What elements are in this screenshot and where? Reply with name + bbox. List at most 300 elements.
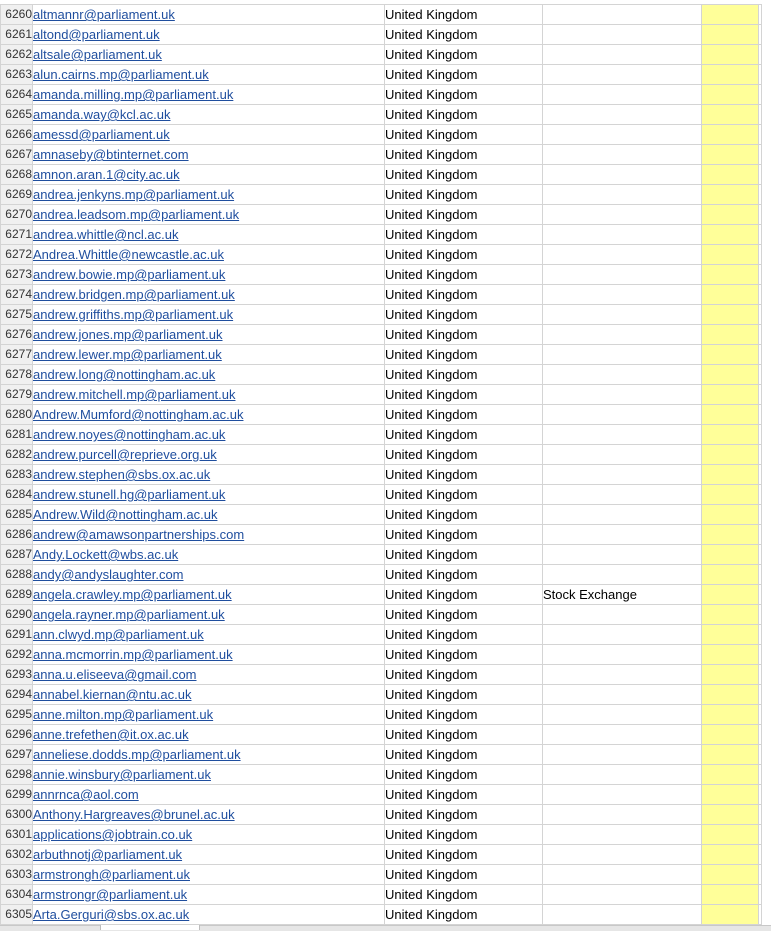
- highlight-cell[interactable]: [702, 405, 759, 425]
- email-link[interactable]: andrea.whittle@ncl.ac.uk: [33, 227, 179, 242]
- highlight-cell[interactable]: [702, 625, 759, 645]
- row-header[interactable]: 6290: [1, 605, 33, 625]
- row-header[interactable]: 6295: [1, 705, 33, 725]
- row-header[interactable]: 6263: [1, 65, 33, 85]
- country-cell[interactable]: United Kingdom: [385, 85, 543, 105]
- email-cell[interactable]: [33, 5, 385, 25]
- row-header[interactable]: 6280: [1, 405, 33, 425]
- email-cell[interactable]: [33, 165, 385, 185]
- email-cell[interactable]: [33, 885, 385, 905]
- empty-cell[interactable]: [759, 645, 762, 665]
- country-cell[interactable]: United Kingdom: [385, 445, 543, 465]
- highlight-cell[interactable]: [702, 5, 759, 25]
- highlight-cell[interactable]: [702, 525, 759, 545]
- country-cell[interactable]: United Kingdom: [385, 5, 543, 25]
- email-link[interactable]: amessd@parliament.uk: [33, 127, 170, 142]
- note-cell[interactable]: [543, 785, 702, 805]
- highlight-cell[interactable]: [702, 725, 759, 745]
- note-cell[interactable]: [543, 105, 702, 125]
- country-cell[interactable]: United Kingdom: [385, 105, 543, 125]
- country-cell[interactable]: United Kingdom: [385, 525, 543, 545]
- note-cell[interactable]: [543, 485, 702, 505]
- country-cell[interactable]: United Kingdom: [385, 725, 543, 745]
- row-header[interactable]: 6267: [1, 145, 33, 165]
- country-cell[interactable]: United Kingdom: [385, 645, 543, 665]
- email-cell[interactable]: [33, 685, 385, 705]
- email-link[interactable]: amanda.way@kcl.ac.uk: [33, 107, 171, 122]
- highlight-cell[interactable]: [702, 565, 759, 585]
- country-cell[interactable]: United Kingdom: [385, 365, 543, 385]
- country-cell[interactable]: United Kingdom: [385, 805, 543, 825]
- email-cell[interactable]: [33, 545, 385, 565]
- note-cell[interactable]: [543, 65, 702, 85]
- email-link[interactable]: andrew.stunell.hg@parliament.uk: [33, 487, 226, 502]
- row-header[interactable]: 6284: [1, 485, 33, 505]
- row-header[interactable]: 6279: [1, 385, 33, 405]
- row-header[interactable]: 6287: [1, 545, 33, 565]
- row-header[interactable]: 6275: [1, 305, 33, 325]
- email-cell[interactable]: [33, 765, 385, 785]
- highlight-cell[interactable]: [702, 505, 759, 525]
- row-header[interactable]: 6298: [1, 765, 33, 785]
- row-header[interactable]: 6293: [1, 665, 33, 685]
- email-link[interactable]: andrew.noyes@nottingham.ac.uk: [33, 427, 226, 442]
- empty-cell[interactable]: [759, 625, 762, 645]
- row-header[interactable]: 6291: [1, 625, 33, 645]
- note-cell[interactable]: [543, 825, 702, 845]
- row-header[interactable]: 6265: [1, 105, 33, 125]
- row-header[interactable]: 6276: [1, 325, 33, 345]
- highlight-cell[interactable]: [702, 825, 759, 845]
- row-header[interactable]: 6304: [1, 885, 33, 905]
- note-cell[interactable]: [543, 85, 702, 105]
- note-cell[interactable]: [543, 125, 702, 145]
- email-link[interactable]: annrnca@aol.com: [33, 787, 139, 802]
- row-header[interactable]: 6300: [1, 805, 33, 825]
- empty-cell[interactable]: [759, 205, 762, 225]
- email-link[interactable]: angela.rayner.mp@parliament.uk: [33, 607, 225, 622]
- email-link[interactable]: ann.clwyd.mp@parliament.uk: [33, 627, 204, 642]
- email-link[interactable]: andrew@amawsonpartnerships.com: [33, 527, 245, 542]
- empty-cell[interactable]: [759, 385, 762, 405]
- row-header[interactable]: 6301: [1, 825, 33, 845]
- highlight-cell[interactable]: [702, 185, 759, 205]
- country-cell[interactable]: United Kingdom: [385, 865, 543, 885]
- highlight-cell[interactable]: [702, 145, 759, 165]
- empty-cell[interactable]: [759, 125, 762, 145]
- note-cell[interactable]: [543, 185, 702, 205]
- note-cell[interactable]: [543, 265, 702, 285]
- empty-cell[interactable]: [759, 5, 762, 25]
- row-header[interactable]: 6283: [1, 465, 33, 485]
- row-header[interactable]: 6282: [1, 445, 33, 465]
- email-cell[interactable]: [33, 145, 385, 165]
- empty-cell[interactable]: [759, 305, 762, 325]
- email-link[interactable]: Andrew.Wild@nottingham.ac.uk: [33, 507, 218, 522]
- email-cell[interactable]: [33, 645, 385, 665]
- country-cell[interactable]: United Kingdom: [385, 225, 543, 245]
- country-cell[interactable]: United Kingdom: [385, 125, 543, 145]
- country-cell[interactable]: United Kingdom: [385, 425, 543, 445]
- email-cell[interactable]: [33, 725, 385, 745]
- email-cell[interactable]: [33, 845, 385, 865]
- email-link[interactable]: andrew.stephen@sbs.ox.ac.uk: [33, 467, 211, 482]
- empty-cell[interactable]: [759, 685, 762, 705]
- note-cell[interactable]: [543, 505, 702, 525]
- highlight-cell[interactable]: [702, 785, 759, 805]
- note-cell[interactable]: [543, 745, 702, 765]
- email-link[interactable]: applications@jobtrain.co.uk: [33, 827, 193, 842]
- country-cell[interactable]: United Kingdom: [385, 625, 543, 645]
- highlight-cell[interactable]: [702, 25, 759, 45]
- row-header[interactable]: 6292: [1, 645, 33, 665]
- email-link[interactable]: anna.mcmorrin.mp@parliament.uk: [33, 647, 233, 662]
- empty-cell[interactable]: [759, 85, 762, 105]
- email-cell[interactable]: [33, 805, 385, 825]
- note-cell[interactable]: [543, 465, 702, 485]
- email-link[interactable]: Arta.Gerguri@sbs.ox.ac.uk: [33, 907, 190, 922]
- row-header[interactable]: 6269: [1, 185, 33, 205]
- highlight-cell[interactable]: [702, 745, 759, 765]
- country-cell[interactable]: United Kingdom: [385, 25, 543, 45]
- highlight-cell[interactable]: [702, 645, 759, 665]
- email-link[interactable]: altmannr@parliament.uk: [33, 7, 175, 22]
- country-cell[interactable]: United Kingdom: [385, 565, 543, 585]
- empty-cell[interactable]: [759, 345, 762, 365]
- highlight-cell[interactable]: [702, 245, 759, 265]
- highlight-cell[interactable]: [702, 885, 759, 905]
- empty-cell[interactable]: [759, 605, 762, 625]
- highlight-cell[interactable]: [702, 205, 759, 225]
- email-cell[interactable]: [33, 865, 385, 885]
- email-link[interactable]: altsale@parliament.uk: [33, 47, 162, 62]
- highlight-cell[interactable]: [702, 425, 759, 445]
- row-header[interactable]: 6285: [1, 505, 33, 525]
- note-cell[interactable]: [543, 605, 702, 625]
- row-header[interactable]: 6274: [1, 285, 33, 305]
- email-cell[interactable]: [33, 285, 385, 305]
- row-header[interactable]: 6305: [1, 905, 33, 925]
- highlight-cell[interactable]: [702, 765, 759, 785]
- email-cell[interactable]: [33, 665, 385, 685]
- email-link[interactable]: Andrea.Whittle@newcastle.ac.uk: [33, 247, 224, 262]
- row-header[interactable]: 6268: [1, 165, 33, 185]
- row-header[interactable]: 6281: [1, 425, 33, 445]
- row-header[interactable]: 6278: [1, 365, 33, 385]
- email-link[interactable]: annabel.kiernan@ntu.ac.uk: [33, 687, 192, 702]
- note-cell[interactable]: [543, 385, 702, 405]
- empty-cell[interactable]: [759, 745, 762, 765]
- highlight-cell[interactable]: [702, 445, 759, 465]
- row-header[interactable]: 6299: [1, 785, 33, 805]
- highlight-cell[interactable]: [702, 685, 759, 705]
- highlight-cell[interactable]: [702, 385, 759, 405]
- empty-cell[interactable]: [759, 585, 762, 605]
- empty-cell[interactable]: [759, 765, 762, 785]
- note-cell[interactable]: [543, 665, 702, 685]
- highlight-cell[interactable]: [702, 325, 759, 345]
- highlight-cell[interactable]: [702, 45, 759, 65]
- email-link[interactable]: andrew.purcell@reprieve.org.uk: [33, 447, 217, 462]
- email-link[interactable]: andrew.long@nottingham.ac.uk: [33, 367, 216, 382]
- row-header[interactable]: 6294: [1, 685, 33, 705]
- email-cell[interactable]: [33, 365, 385, 385]
- highlight-cell[interactable]: [702, 65, 759, 85]
- note-cell[interactable]: [543, 905, 702, 925]
- note-cell[interactable]: [543, 145, 702, 165]
- highlight-cell[interactable]: [702, 125, 759, 145]
- highlight-cell[interactable]: [702, 845, 759, 865]
- country-cell[interactable]: United Kingdom: [385, 705, 543, 725]
- email-link[interactable]: andrew.lewer.mp@parliament.uk: [33, 347, 222, 362]
- empty-cell[interactable]: [759, 865, 762, 885]
- highlight-cell[interactable]: [702, 805, 759, 825]
- empty-cell[interactable]: [759, 365, 762, 385]
- highlight-cell[interactable]: [702, 345, 759, 365]
- note-cell[interactable]: [543, 245, 702, 265]
- note-cell[interactable]: [543, 285, 702, 305]
- email-cell[interactable]: [33, 705, 385, 725]
- email-link[interactable]: anne.trefethen@it.ox.ac.uk: [33, 727, 189, 742]
- highlight-cell[interactable]: [702, 265, 759, 285]
- email-cell[interactable]: [33, 425, 385, 445]
- note-cell[interactable]: [543, 545, 702, 565]
- email-cell[interactable]: [33, 905, 385, 925]
- email-cell[interactable]: [33, 465, 385, 485]
- row-header[interactable]: 6262: [1, 45, 33, 65]
- empty-cell[interactable]: [759, 905, 762, 925]
- email-link[interactable]: andrew.mitchell.mp@parliament.uk: [33, 387, 236, 402]
- email-link[interactable]: andrea.leadsom.mp@parliament.uk: [33, 207, 240, 222]
- email-cell[interactable]: [33, 345, 385, 365]
- row-header[interactable]: 6273: [1, 265, 33, 285]
- email-link[interactable]: alun.cairns.mp@parliament.uk: [33, 67, 209, 82]
- empty-cell[interactable]: [759, 505, 762, 525]
- highlight-cell[interactable]: [702, 465, 759, 485]
- country-cell[interactable]: United Kingdom: [385, 845, 543, 865]
- email-link[interactable]: anne.milton.mp@parliament.uk: [33, 707, 214, 722]
- country-cell[interactable]: United Kingdom: [385, 825, 543, 845]
- country-cell[interactable]: United Kingdom: [385, 285, 543, 305]
- highlight-cell[interactable]: [702, 305, 759, 325]
- empty-cell[interactable]: [759, 465, 762, 485]
- email-cell[interactable]: [33, 445, 385, 465]
- note-cell[interactable]: [543, 25, 702, 45]
- email-cell[interactable]: [33, 25, 385, 45]
- empty-cell[interactable]: [759, 485, 762, 505]
- email-link[interactable]: Andrew.Mumford@nottingham.ac.uk: [33, 407, 244, 422]
- note-cell[interactable]: [543, 165, 702, 185]
- empty-cell[interactable]: [759, 325, 762, 345]
- row-header[interactable]: 6286: [1, 525, 33, 545]
- note-cell[interactable]: [543, 685, 702, 705]
- country-cell[interactable]: United Kingdom: [385, 785, 543, 805]
- email-link[interactable]: andrew.griffiths.mp@parliament.uk: [33, 307, 234, 322]
- email-link[interactable]: andrew.bridgen.mp@parliament.uk: [33, 287, 235, 302]
- email-link[interactable]: annie.winsbury@parliament.uk: [33, 767, 211, 782]
- empty-cell[interactable]: [759, 805, 762, 825]
- email-cell[interactable]: [33, 325, 385, 345]
- country-cell[interactable]: United Kingdom: [385, 305, 543, 325]
- email-cell[interactable]: [33, 505, 385, 525]
- country-cell[interactable]: United Kingdom: [385, 485, 543, 505]
- note-cell[interactable]: [543, 325, 702, 345]
- highlight-cell[interactable]: [702, 605, 759, 625]
- country-cell[interactable]: United Kingdom: [385, 145, 543, 165]
- note-cell[interactable]: [543, 305, 702, 325]
- note-cell[interactable]: [543, 445, 702, 465]
- note-cell[interactable]: [543, 725, 702, 745]
- sheet-tab[interactable]: [100, 925, 200, 930]
- empty-cell[interactable]: [759, 825, 762, 845]
- email-cell[interactable]: [33, 585, 385, 605]
- country-cell[interactable]: United Kingdom: [385, 325, 543, 345]
- note-cell[interactable]: [543, 565, 702, 585]
- empty-cell[interactable]: [759, 185, 762, 205]
- email-cell[interactable]: [33, 45, 385, 65]
- empty-cell[interactable]: [759, 245, 762, 265]
- country-cell[interactable]: United Kingdom: [385, 505, 543, 525]
- country-cell[interactable]: United Kingdom: [385, 165, 543, 185]
- email-cell[interactable]: [33, 305, 385, 325]
- note-cell[interactable]: [543, 205, 702, 225]
- country-cell[interactable]: United Kingdom: [385, 685, 543, 705]
- row-header[interactable]: 6261: [1, 25, 33, 45]
- empty-cell[interactable]: [759, 145, 762, 165]
- row-header[interactable]: 6302: [1, 845, 33, 865]
- email-cell[interactable]: [33, 85, 385, 105]
- email-cell[interactable]: [33, 125, 385, 145]
- email-cell[interactable]: [33, 105, 385, 125]
- country-cell[interactable]: United Kingdom: [385, 765, 543, 785]
- row-header[interactable]: 6270: [1, 205, 33, 225]
- highlight-cell[interactable]: [702, 285, 759, 305]
- note-cell[interactable]: [543, 425, 702, 445]
- empty-cell[interactable]: [759, 885, 762, 905]
- highlight-cell[interactable]: [702, 905, 759, 925]
- highlight-cell[interactable]: [702, 165, 759, 185]
- highlight-cell[interactable]: [702, 105, 759, 125]
- empty-cell[interactable]: [759, 105, 762, 125]
- country-cell[interactable]: United Kingdom: [385, 665, 543, 685]
- row-header[interactable]: 6303: [1, 865, 33, 885]
- row-header[interactable]: 6296: [1, 725, 33, 745]
- highlight-cell[interactable]: [702, 865, 759, 885]
- email-cell[interactable]: [33, 245, 385, 265]
- empty-cell[interactable]: [759, 425, 762, 445]
- empty-cell[interactable]: [759, 525, 762, 545]
- country-cell[interactable]: United Kingdom: [385, 885, 543, 905]
- email-link[interactable]: angela.crawley.mp@parliament.uk: [33, 587, 232, 602]
- email-cell[interactable]: [33, 625, 385, 645]
- country-cell[interactable]: United Kingdom: [385, 205, 543, 225]
- country-cell[interactable]: United Kingdom: [385, 185, 543, 205]
- email-link[interactable]: amnon.aran.1@city.ac.uk: [33, 167, 180, 182]
- country-cell[interactable]: United Kingdom: [385, 605, 543, 625]
- empty-cell[interactable]: [759, 285, 762, 305]
- note-cell[interactable]: [543, 705, 702, 725]
- row-header[interactable]: 6272: [1, 245, 33, 265]
- row-header[interactable]: 6277: [1, 345, 33, 365]
- row-header[interactable]: 6297: [1, 745, 33, 765]
- row-header[interactable]: 6264: [1, 85, 33, 105]
- note-cell[interactable]: [543, 865, 702, 885]
- highlight-cell[interactable]: [702, 365, 759, 385]
- email-cell[interactable]: [33, 525, 385, 545]
- highlight-cell[interactable]: [702, 225, 759, 245]
- country-cell[interactable]: United Kingdom: [385, 45, 543, 65]
- empty-cell[interactable]: [759, 725, 762, 745]
- country-cell[interactable]: United Kingdom: [385, 385, 543, 405]
- email-cell[interactable]: [33, 185, 385, 205]
- note-cell[interactable]: [543, 525, 702, 545]
- email-cell[interactable]: [33, 825, 385, 845]
- country-cell[interactable]: United Kingdom: [385, 345, 543, 365]
- highlight-cell[interactable]: [702, 545, 759, 565]
- empty-cell[interactable]: [759, 665, 762, 685]
- email-link[interactable]: altond@parliament.uk: [33, 27, 160, 42]
- row-header[interactable]: 6271: [1, 225, 33, 245]
- email-link[interactable]: anneliese.dodds.mp@parliament.uk: [33, 747, 241, 762]
- highlight-cell[interactable]: [702, 485, 759, 505]
- country-cell[interactable]: United Kingdom: [385, 905, 543, 925]
- empty-cell[interactable]: [759, 845, 762, 865]
- note-cell[interactable]: [543, 625, 702, 645]
- email-cell[interactable]: [33, 385, 385, 405]
- email-cell[interactable]: [33, 745, 385, 765]
- row-header[interactable]: 6289: [1, 585, 33, 605]
- empty-cell[interactable]: [759, 705, 762, 725]
- email-link[interactable]: amnaseby@btinternet.com: [33, 147, 189, 162]
- note-cell[interactable]: [543, 765, 702, 785]
- email-link[interactable]: amanda.milling.mp@parliament.uk: [33, 87, 234, 102]
- empty-cell[interactable]: [759, 65, 762, 85]
- country-cell[interactable]: United Kingdom: [385, 65, 543, 85]
- note-cell[interactable]: Stock Exchange: [543, 585, 702, 605]
- email-link[interactable]: andy@andyslaughter.com: [33, 567, 184, 582]
- email-cell[interactable]: [33, 65, 385, 85]
- email-cell[interactable]: [33, 485, 385, 505]
- empty-cell[interactable]: [759, 565, 762, 585]
- empty-cell[interactable]: [759, 165, 762, 185]
- note-cell[interactable]: [543, 845, 702, 865]
- highlight-cell[interactable]: [702, 85, 759, 105]
- email-link[interactable]: armstrongh@parliament.uk: [33, 867, 190, 882]
- email-link[interactable]: andrew.bowie.mp@parliament.uk: [33, 267, 226, 282]
- email-link[interactable]: andrew.jones.mp@parliament.uk: [33, 327, 223, 342]
- empty-cell[interactable]: [759, 445, 762, 465]
- email-link[interactable]: Andy.Lockett@wbs.ac.uk: [33, 547, 179, 562]
- country-cell[interactable]: United Kingdom: [385, 545, 543, 565]
- note-cell[interactable]: [543, 645, 702, 665]
- country-cell[interactable]: United Kingdom: [385, 405, 543, 425]
- email-link[interactable]: arbuthnotj@parliament.uk: [33, 847, 183, 862]
- highlight-cell[interactable]: [702, 665, 759, 685]
- country-cell[interactable]: United Kingdom: [385, 265, 543, 285]
- row-header[interactable]: 6260: [1, 5, 33, 25]
- note-cell[interactable]: [543, 365, 702, 385]
- note-cell[interactable]: [543, 45, 702, 65]
- country-cell[interactable]: United Kingdom: [385, 745, 543, 765]
- row-header[interactable]: 6288: [1, 565, 33, 585]
- empty-cell[interactable]: [759, 405, 762, 425]
- note-cell[interactable]: [543, 405, 702, 425]
- email-link[interactable]: armstrongr@parliament.uk: [33, 887, 188, 902]
- country-cell[interactable]: United Kingdom: [385, 465, 543, 485]
- email-cell[interactable]: [33, 405, 385, 425]
- email-link[interactable]: Anthony.Hargreaves@brunel.ac.uk: [33, 807, 235, 822]
- note-cell[interactable]: [543, 345, 702, 365]
